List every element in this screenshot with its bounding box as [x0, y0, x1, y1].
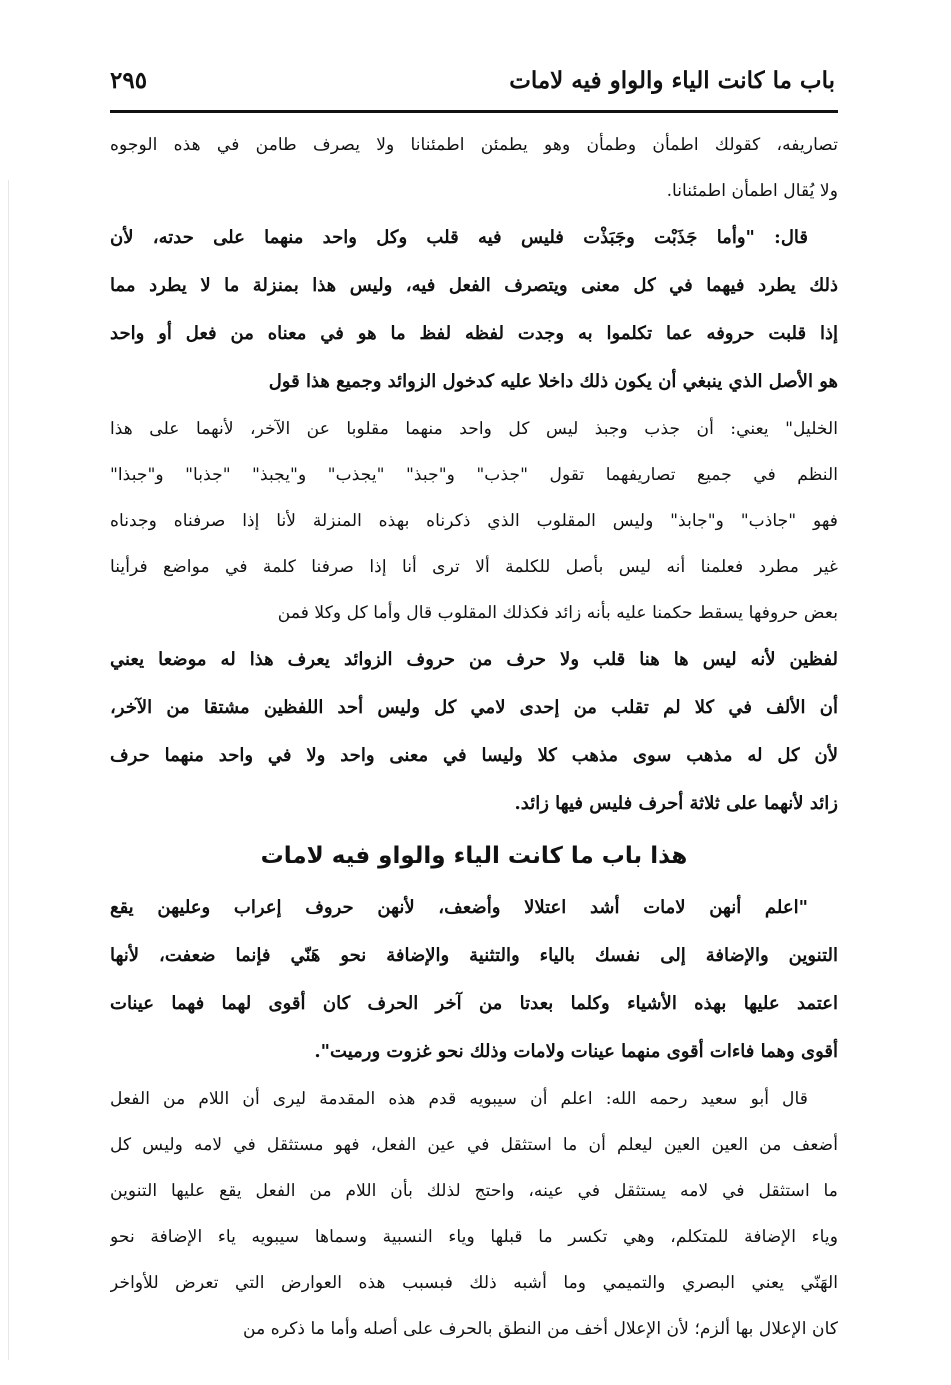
page-header: [110, 60, 835, 100]
paragraphs-before-section: [110, 122, 838, 828]
text-line: كان الإعلال بها ألزم؛ لأن الإعلال أخف من النطق بالحرف على أصله وأما ما ذكره من: [243, 1319, 838, 1339]
text-line: إذا قلبت حروفه عما تكلموا به وجدت لفظه لفظ ما هو في معناه من فعل أو واحد: [110, 323, 838, 344]
paragraph: [110, 214, 838, 406]
paragraphs-after-section: [110, 884, 838, 1352]
text-line: لفظين لأنه ليس ها هنا قلب ولا حرف من حروف الزوائد يعرف هذا له موضعا يعني: [110, 649, 838, 670]
section-title: هذا باب ما كانت الياء والواو فيه لامات: [260, 843, 688, 869]
header-rule: [110, 110, 838, 113]
paragraph: [110, 636, 838, 828]
text-line: هو الأصل الذي ينبغي أن يكون ذلك داخلا عليه كدخول الزوائد وجميع هذا قول: [268, 371, 838, 392]
running-title: باب ما كانت الياء والواو فيه لامات: [509, 66, 835, 94]
paragraph: [110, 1076, 838, 1352]
text-line: لأن كل له مذهب سوى مذهب كلا وليسا في معنى واحد ولا في واحد منهما حرف: [110, 745, 838, 766]
text-line: تصاريفه، كقولك اطمأن وطمأن وهو يطمئن اطمئنانا ولا يصرف طامن في هذه الوجوه: [110, 135, 838, 155]
text-line: زائد لأنهما على ثلاثة أحرف فليس فيها زائد.: [514, 793, 838, 814]
text-line: أقوى وهما فاءات أقوى منهما عينات ولامات وذلك نحو غزوت ورميت".: [314, 1041, 838, 1062]
text-line: "اعلم أنهن لامات أشد اعتلالا وأضعف، لأنهن حروف إعراب وعليهن يقع: [110, 897, 808, 918]
page-number: ٢٩٥: [110, 66, 148, 94]
text-line: النظم في جميع تصاريفهما تقول "جذب" و"جبذ" "يجذب" و"يجبذ" "جذبا" و"جبذا": [110, 465, 838, 485]
text-line: ما استثقل في لامه يستثقل في عينه، واحتج لذلك بأن اللام من الفعل يقع عليها التنوين: [110, 1181, 838, 1201]
text-line: الخليل" يعني: أن جذب وجبذ ليس كل واحد منهما مقلوبا عن الآخر، لأنهما على هذا: [110, 419, 838, 439]
text-line: أن الألف في كلا لم تقلب من إحدى لامي كل وليس أحد اللفظين مشتقا من الآخر،: [110, 697, 838, 718]
text-line: بعض حروفها يسقط حكمنا عليه بأنه زائد فكذلك المقلوب قال وأما كل وكلا فمن: [277, 603, 838, 623]
text-line: أضعف من العين العين ليعلم أن ما استثقل في عين الفعل، فهو مستثقل في لامه وليس كل: [110, 1135, 838, 1155]
text-line: الهَنّي يعني البصري والتميمي وما أشبه ذلك فبسبب هذه العوارض التي تعرض للأواخر: [110, 1273, 838, 1293]
text-line: قال أبو سعيد رحمه الله: اعلم أن سيبويه قدم هذه المقدمة ليرى أن اللام من الفعل: [110, 1089, 808, 1109]
text-line: غير مطرد فعلمنا أنه ليس بأصل للكلمة ألا ترى أنا إذا صرفنا كلمة في مواضع فرأينا: [110, 557, 838, 577]
text-line: اعتمد عليها بهذه الأشياء وكلما بعدتا من آخر الحرف كان أقوى لهما فهما عينات: [110, 993, 838, 1014]
text-line: وياء الإضافة للمتكلم، وهي تكسر ما قبلها وياء النسبية وسماها سيبويه ياء الإضافة نحو: [110, 1227, 838, 1247]
paragraph: [110, 122, 838, 214]
page-body: [110, 122, 838, 1352]
paragraph: [110, 884, 838, 1076]
text-line: التنوين والإضافة إلى نفسك بالياء والتثنية والإضافة نحو هَنّي فإنما ضعفت، لأنها: [110, 945, 838, 966]
text-line: قال: "وأما جَذَبْت وجَبَذْت فليس فيه قلب وكل واحد منهما على حدته، لأن: [110, 227, 808, 248]
text-line: ذلك يطرد فيهما في كل معنى ويتصرف الفعل فيه، وليس هذا بمنزلة ما لا يطرد مما: [110, 275, 838, 296]
page-edge-shadow: [8, 180, 9, 1360]
text-line: فهو "جاذب" و"جابذ" وليس المقلوب الذي ذكرناه بهذه المنزلة لأنا إذا صرفناه وجدناه: [110, 511, 838, 531]
text-line: ولا يُقال اطمأن اطمئنانا.: [666, 181, 838, 201]
paragraph: [110, 406, 838, 636]
